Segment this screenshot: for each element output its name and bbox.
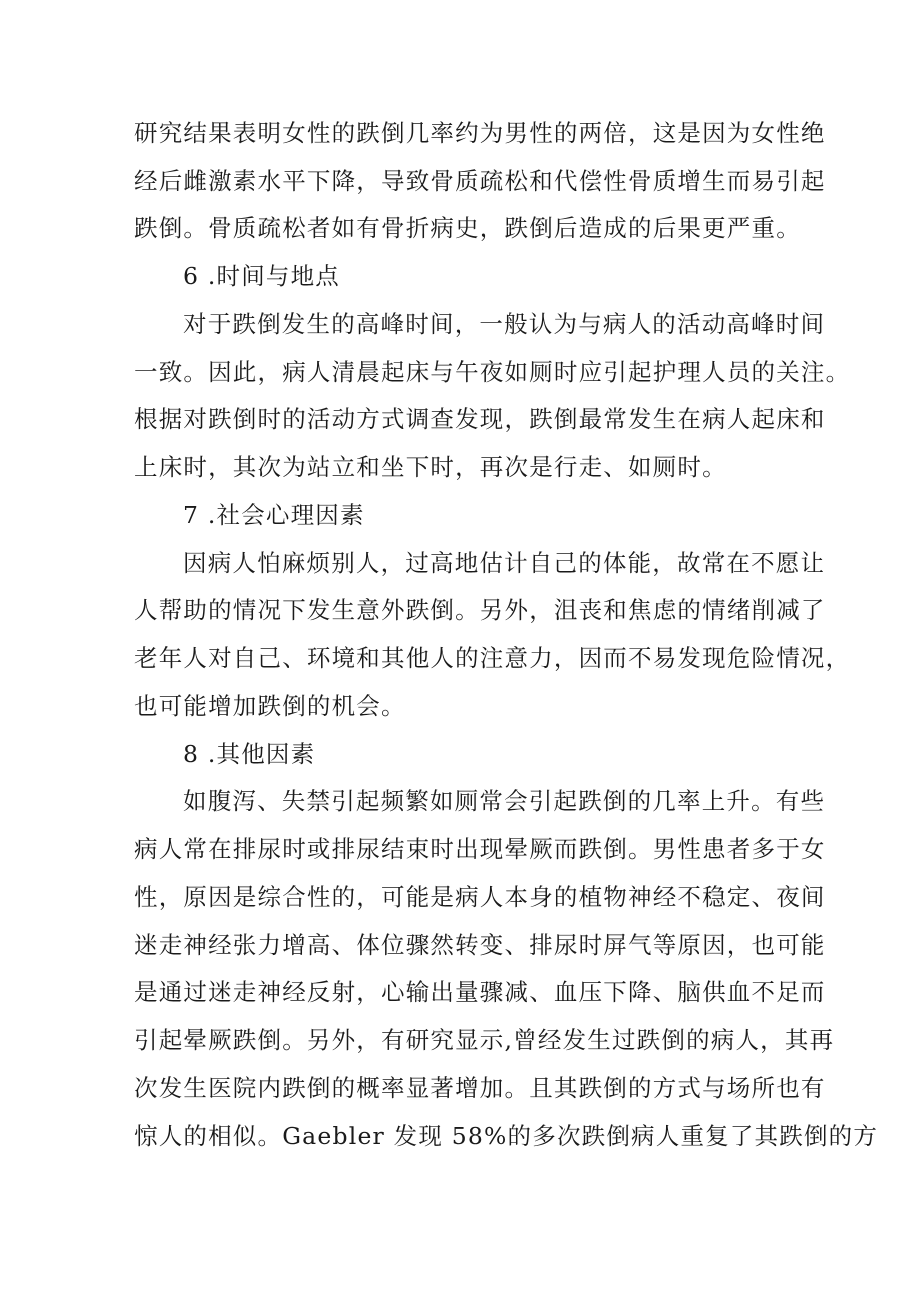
text-line: 根据对跌倒时的活动方式调查发现，跌倒最常发生在病人起床和 [134,405,826,433]
text-line: 因病人怕麻烦别人，过高地估计自己的体能，故常在不愿让 [183,549,826,577]
text-line: 跌倒。骨质疏松者如有骨折病史，跌倒后造成的后果更严重。 [134,214,801,242]
text-line: 性，原因是综合性的，可能是病人本身的植物神经不稳定、夜间 [134,883,826,911]
section-heading-time-place: 6 .时间与地点 [183,262,340,290]
text-line: 一致。因此，病人清晨起床与午夜如厕时应引起护理人员的关注。 [134,358,851,386]
text-line: 老年人对自己、环境和其他人的注意力，因而不易发现危险情况， [134,644,851,672]
text-line: 人帮助的情况下发生意外跌倒。另外，沮丧和焦虑的情绪削减了 [134,596,826,624]
text-line: 经后雌激素水平下降，导致骨质疏松和代偿性骨质增生而易引起 [134,167,826,195]
section-heading-psychosocial: 7 .社会心理因素 [183,501,365,529]
text-line: 惊人的相似。Gaebler 发现 58%的多次跌倒病人重复了其跌倒的方 [134,1122,879,1150]
text-line: 引起晕厥跌倒。另外，有研究显示,曾经发生过跌倒的病人，其再 [134,1026,835,1054]
section-heading-other: 8 .其他因素 [183,740,316,768]
text-line: 迷走神经张力增高、体位骤然转变、排尿时屏气等原因，也可能 [134,931,826,959]
text-line: 如腹泻、失禁引起频繁如厕常会引起跌倒的几率上升。有些 [183,787,826,815]
text-line: 是通过迷走神经反射，心输出量骤减、血压下降、脑供血不足而 [134,978,826,1006]
text-line: 对于跌倒发生的高峰时间，一般认为与病人的活动高峰时间 [183,310,826,338]
text-line: 病人常在排尿时或排尿结束时出现晕厥而跌倒。男性患者多于女 [134,835,826,863]
text-line: 也可能增加跌倒的机会。 [134,692,406,720]
text-line: 次发生医院内跌倒的概率显著增加。且其跌倒的方式与场所也有 [134,1074,826,1102]
text-line: 上床时，其次为站立和坐下时，再次是行走、如厕时。 [134,453,727,481]
text-line: 研究结果表明女性的跌倒几率约为男性的两倍，这是因为女性绝 [134,119,826,147]
